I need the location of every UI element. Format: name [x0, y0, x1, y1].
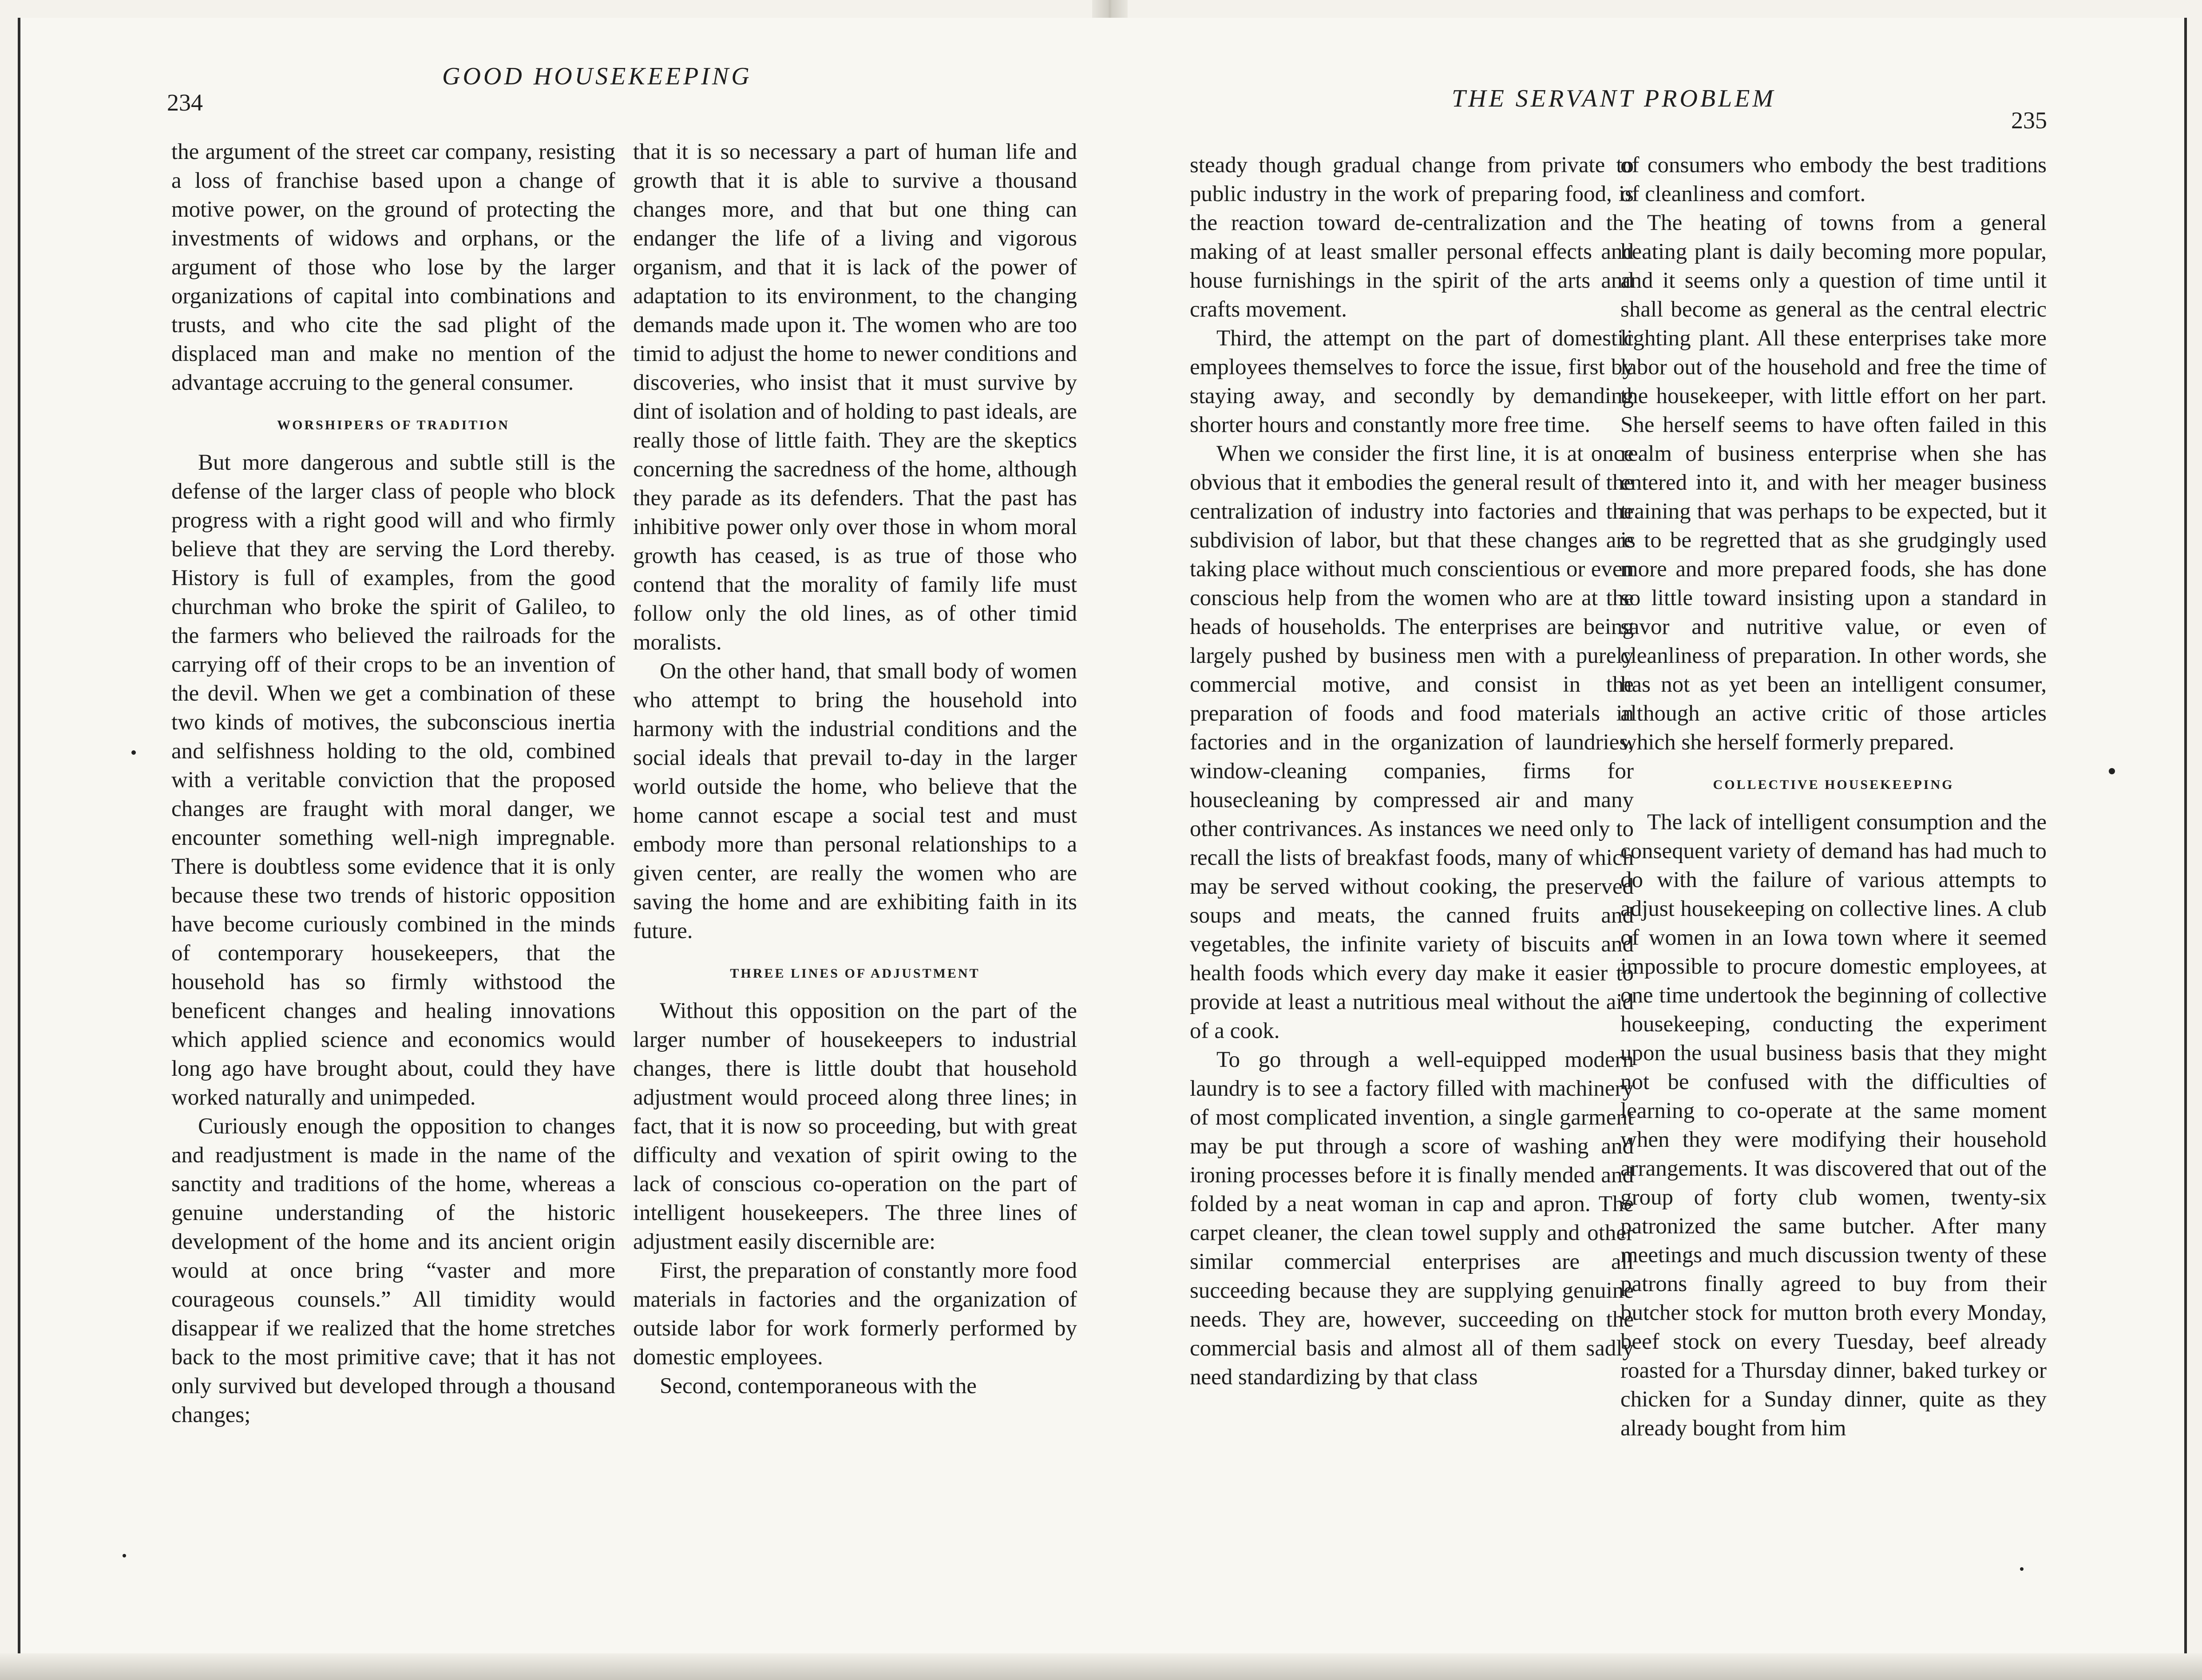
page-number: 234 — [167, 89, 203, 116]
paragraph: When we consider the first line, it is at once obvious that it embodies the general result of the centralization of industry into factories and the subdivision of labor, but that these changes are taking place without much conscientious or even conscious help from the women who are at the heads of households. The enterprises are being largely pushed by business men with a purely commercial motive, and consist in the preparation of foods and food materials in factories and in the organization of laundries, window-cleaning companies, firms for housecleaning by compressed air and many other contrivances. As instances we need only to recall the lists of breakfast foods, many of which may be served without cooking, the preserved soups and meats, the canned fruits and vegetables, the infinite variety of biscuits and health foods which every day make it easier to provide at least a nutritious meal without the aid of a cook. — [1190, 441, 1634, 1043]
left-page — [18, 18, 1113, 1656]
page-number: 235 — [2011, 107, 2047, 134]
paragraph: The heating of towns from a general heating plant is daily becoming more popular, and it seems only a question of time until it shall become as general as the central electric lighting plant. All these enterprises take more labor out of the household and free the time of the housekeeper, with little effort on her part. She herself seems to have often failed in this realm of business enterprise when she has entered into it, and with her meager business training that was perhaps to be expected, but it is to be regretted that as she grudgingly used more and more prepared foods, she has done so little toward insisting upon a standard in savor and nutritive value, or even of cleanliness of preparation. In other words, she has not as yet been an intelligent consumer, although an active critic of those articles which she herself formerly prepared. — [1620, 210, 2047, 755]
section-heading: THREE LINES OF ADJUSTMENT — [730, 966, 980, 981]
paragraph: the argument of the street car company, resisting a loss of franchise based upon a change of motive power, on the ground of protecting the investments of widows and orphans, or the argument of those who lose by the larger organizations of capital into combinations and trusts, and who cite the sad plight of the displaced man and make no mention of the advantage accruing to the general consumer. — [171, 139, 615, 395]
right-column-2 — [1620, 151, 2047, 1585]
paragraph: of consumers who embody the best traditions of cleanliness and comfort. — [1620, 153, 2047, 206]
paragraph: The lack of intelligent consumption and the consequent variety of demand has had much to do with the failure of various attempts to adjust housekeeping on collective lines. A club of women in an Iowa town where it seemed impossible to procure domestic employees, at one time undertook the beginning of collective housekeeping, conducting the experiment upon the usual business basis that they might not be confused with the difficulties of learning to co-operate at the same moment when they were modifying their household arrangements. It was discovered that out of the group of forty club women, twenty-six patronized the same butcher. After many meetings and much discussion twenty of these patrons finally agreed to buy from their butcher stock for mutton broth every Monday, beef stock on every Tuesday, beef already roasted for a Thursday dinner, baked turkey or chicken for a Sunday dinner, quite as they already bought from him — [1620, 810, 2047, 1441]
print-speck — [2109, 768, 2115, 774]
paragraph: To go through a well-equipped modern laundry is to see a factory filled with machinery of most complicated invention, a single garment may be put through a score of washing and ironing processes before it is finally mended and folded by a neat woman in cap and apron. The carpet cleaner, the clean towel supply and other similar commercial enterprises are all succeeding because they are supplying genuine needs. They are, however, succeeding on the commercial basis and almost all of them sadly need standardizing by that class — [1190, 1047, 1634, 1390]
paragraph: Curiously enough the opposition to changes and readjustment is made in the name of the sanctity and traditions of the home, whereas a genuine understanding of the historic development of the home and its ancient origin would at once bring “vaster and more courageous counsels.” All timidity would disappear if we realized that the home stretches back to the most primitive cave; that it has not only survived but developed through a thousand changes; — [171, 1114, 615, 1427]
section-heading: COLLECTIVE HOUSEKEEPING — [1713, 777, 1954, 792]
section-heading: WORSHIPERS OF TRADITION — [277, 418, 510, 432]
right-column-1 — [1190, 151, 1634, 1585]
paragraph: But more dangerous and subtle still is the defense of the larger class of people who block progress with a right good will and who firmly believe that they are serving the Lord thereby. History is full of examples, from the good churchman who broke the spirit of Galileo, to the farmers who believed the railroads for the carrying off of their crops to be an invention of the devil. When we get a combination of these two kinds of motives, the subconscious inertia and selfishness holding to the old, combined with a veritable conviction that the proposed changes are fraught with moral danger, we encounter something well-nigh impregnable. There is doubtless some evidence that it is only because these two trends of historic opposition have become curiously combined in the minds of contemporary housekeepers, that the household has so firmly withstood the beneficent changes and healing innovations which applied science and economics would long ago have brought about, could they have worked naturally and unimpeded. — [171, 450, 615, 1110]
running-head: THE SERVANT PROBLEM — [1452, 85, 1776, 112]
print-speck — [123, 1554, 126, 1557]
paragraph: that it is so necessary a part of human life and growth that it is able to survive a thousand changes more, and that but one thing can endanger the life of a living and vigorous organism, and that it is lack of the power of adaptation to its environment, to the changing demands made upon it. The women who are too timid to adjust the home to newer conditions and discoveries, who insist that it must survive by dint of isolation and of holding to past ideals, are really those of little faith. They are the skeptics concerning the sacredness of the home, although they parade as its defenders. That the past has inhibitive power only over those in whom moral growth has ceased, is as true of those who contend that the morality of family life must follow only the old lines, as of other timid moralists. — [633, 139, 1077, 655]
paragraph: steady though gradual change from private to public industry in the work of preparing food, is the reaction toward de-centralization and the making of at least smaller personal effects and house furnishings in the spirit of the arts and crafts movement. — [1190, 153, 1634, 322]
left-column-1 — [171, 138, 615, 1572]
running-head: GOOD HOUSEKEEPING — [442, 63, 752, 90]
paragraph: On the other hand, that small body of women who attempt to bring the household into harmony with the industrial conditions and the social ideals that prevail to-day in the larger world outside the home, who believe that the home cannot escape a social test and must embody more than personal relationships to a given center, are really the women who are saving the home and are exhibiting faith in its future. — [633, 659, 1077, 943]
paragraph: Third, the attempt on the part of domestic employees themselves to force the issue, first by staying away, and secondly by demanding shorter hours and constantly more free time. — [1190, 326, 1634, 437]
paragraph: Without this opposition on the part of the larger number of housekeepers to industrial changes, there is little doubt that household adjustment would proceed along three lines; in fact, that it is now so proceeding, but with great difficulty and vexation of spirit owing to the lack of conscious co-operation on the part of intelligent housekeepers. The three lines of adjustment easily discernible are: — [633, 998, 1077, 1254]
paragraph: Second, contemporaneous with the — [660, 1374, 977, 1399]
print-speck — [131, 750, 136, 755]
print-speck — [2020, 1567, 2024, 1571]
paragraph: First, the preparation of constantly more food materials in factories and the organization of outside labor for work formerly performed by domestic employees. — [633, 1258, 1077, 1370]
left-column-2 — [633, 138, 1077, 1572]
book-bottom-edge — [0, 1653, 2202, 1680]
right-page — [1110, 18, 2187, 1656]
